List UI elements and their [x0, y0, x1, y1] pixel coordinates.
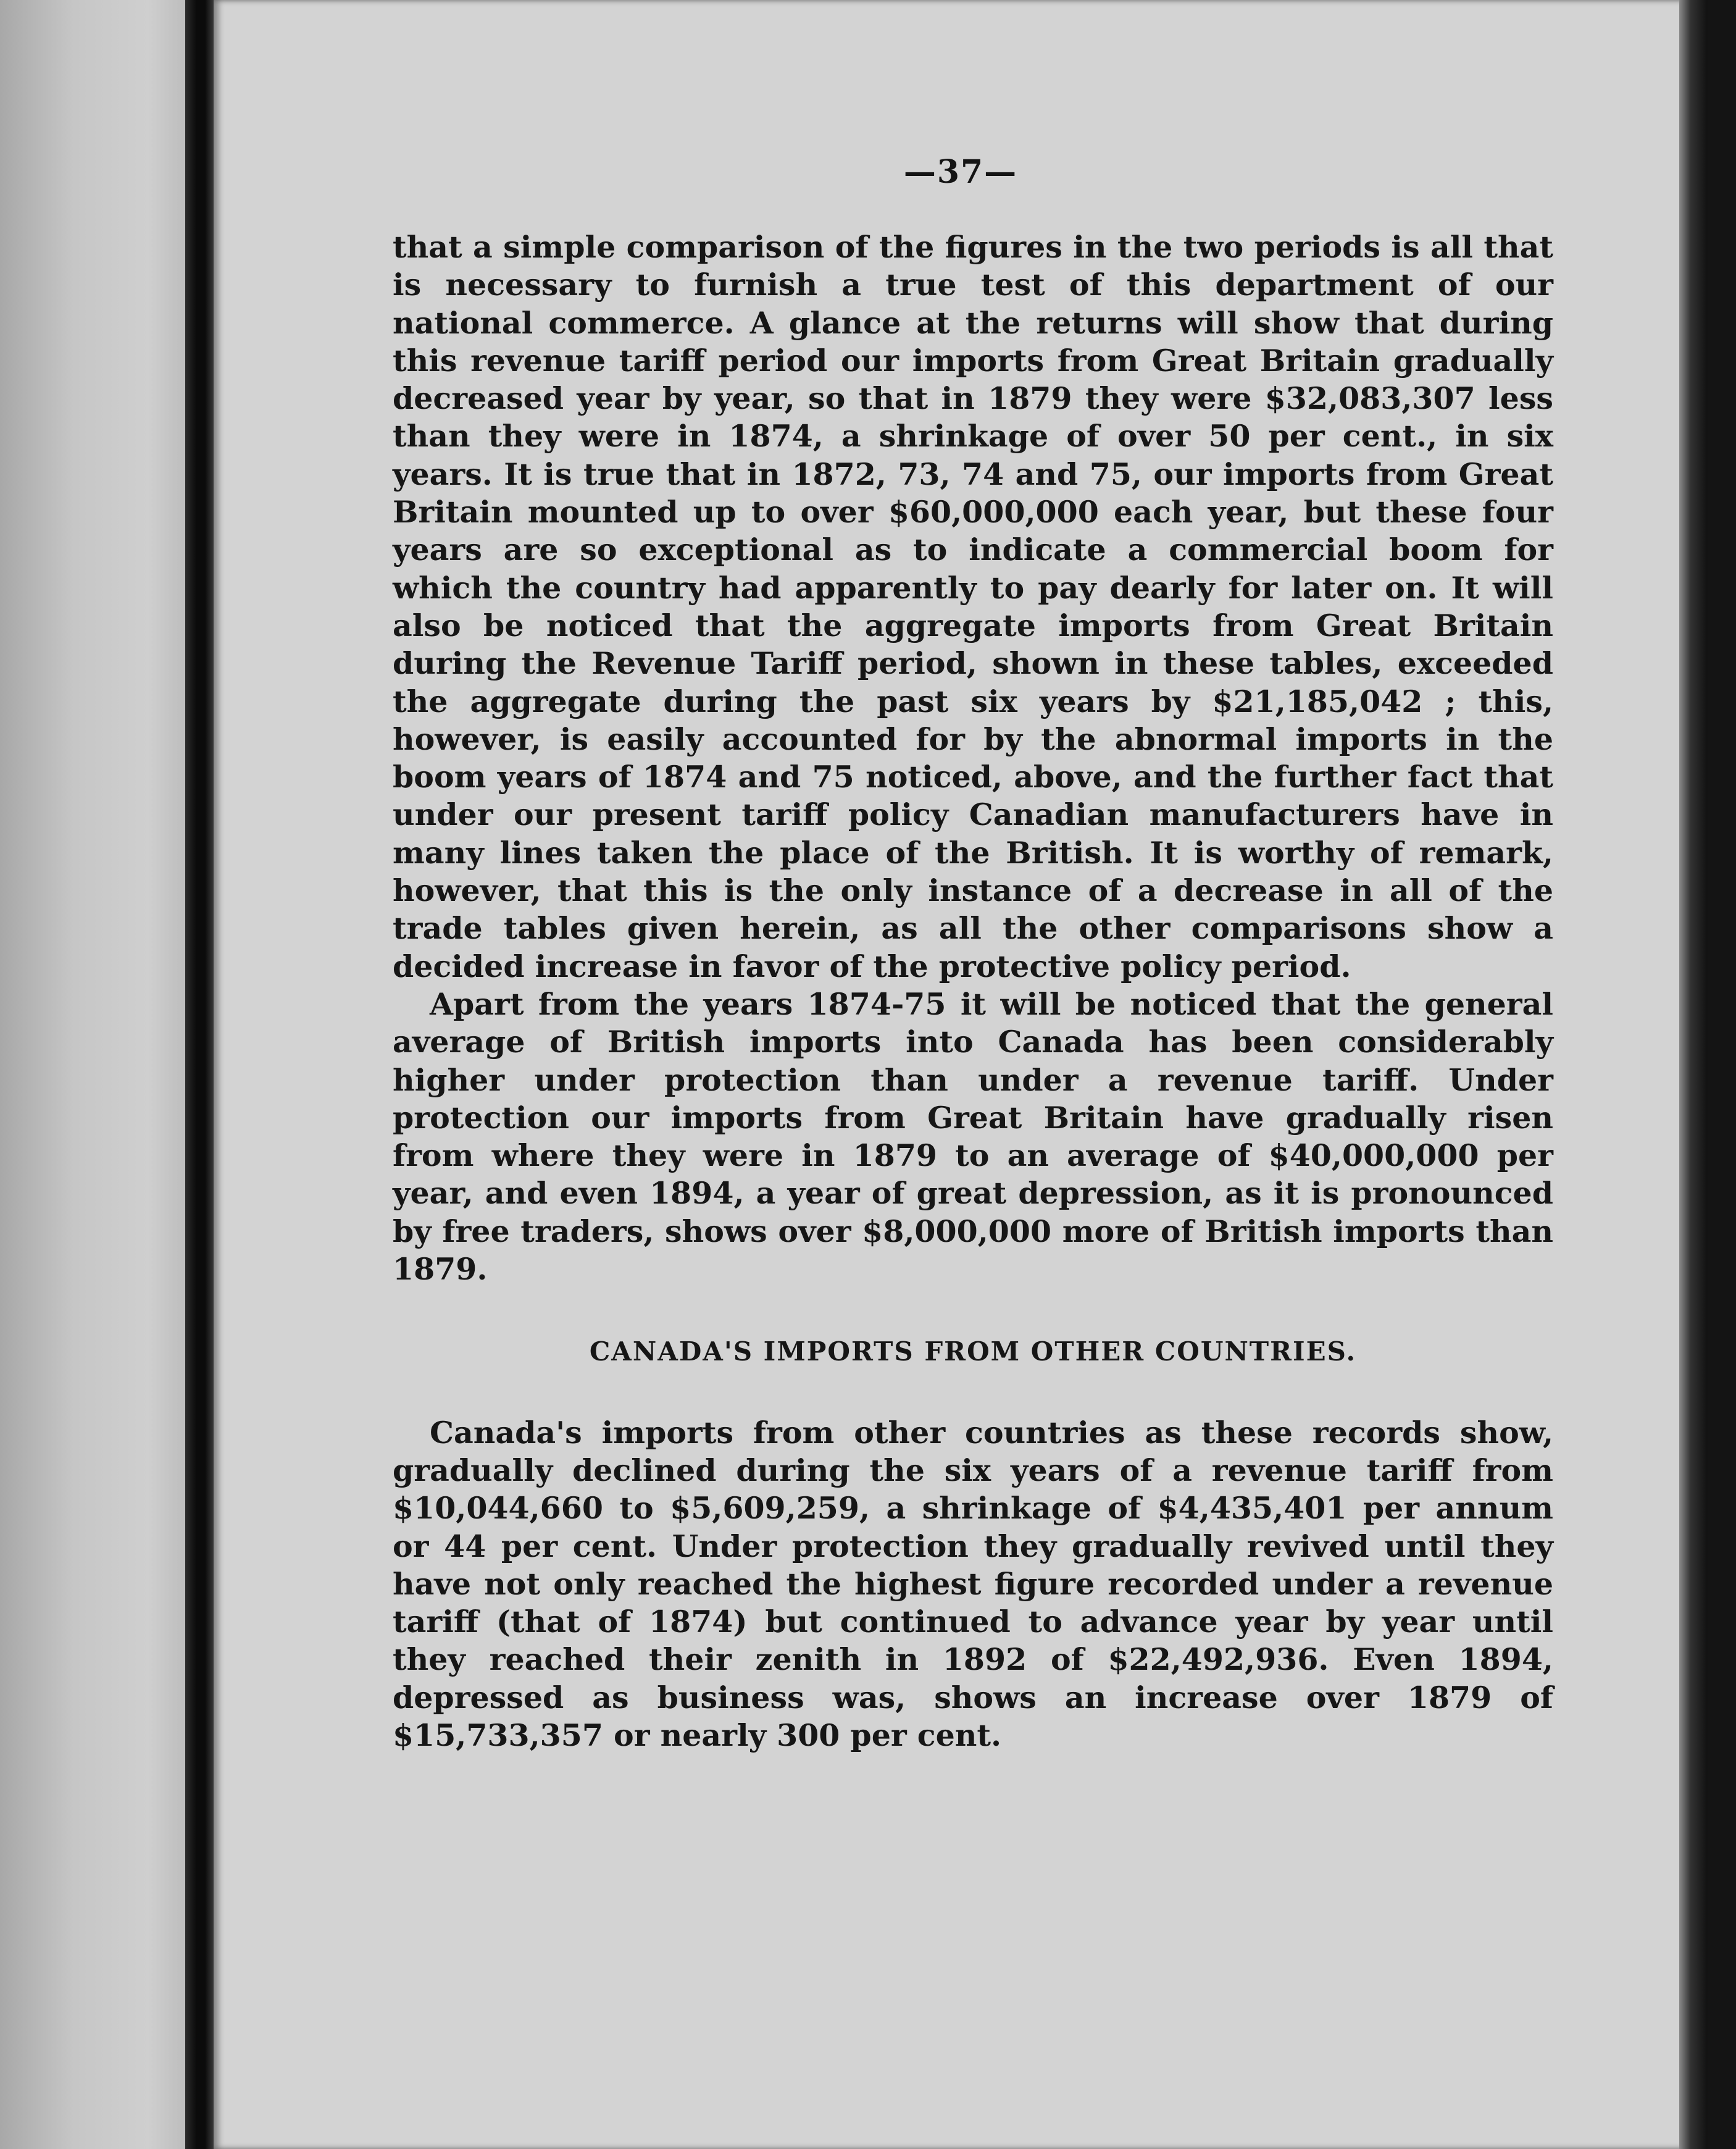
paragraph-1: that a simple comparison of the figures in the two periods is all that is necessary to furnish a true test of this department of our national commerce. A glance at the returns will show that during this revenue tariff period our imports from Great Britain gradually decreased year by year, so that in 1879 they were $32,083,307 less than they were in 1874, a shrinkage of over 50 per cent., in six years. It is true that in 1872, 73, 74 and 75, our imports from Great Britain mounted up to over $60,000,000 each year, but these four years are so exceptional as to indicate a commercial boom for which the country had apparently to pay dearly for later on. It will also be noticed that the aggregate imports from Great Britain during the Revenue Tariff period, shown in these tables, exceeded the aggregate during the past six years by $21,185,042 ; this, however, is easily accounted for by the abnormal imports in the boom years of 1874 and 75 noticed, above, and the further fact that under our present tariff policy Canadian manufacturers have in many lines taken the place of the British. It is worthy of remark, however, that this is the only instance of a decrease in all of the trade tables given herein, as all the other comparisons show a decided increase in favor of the protective policy period. [393, 229, 1553, 984]
left-page-edge [0, 0, 185, 2149]
paragraph-3: Canada's imports from other countries as these records show, gradually declined during the six years of a revenue tariff from $10,044,660 to $5,609,259, a shrinkage of $4,435,401 per annum or 44 per cent. Under protection they gradually revived until they have not only reached the highest figure recorded under a revenue tariff (that of 1874) but continued to advance year by year until they reached their zenith in 1892 of $22,492,936. Even 1894, depressed as business was, shows an increase over 1879 of $15,733,357 or nearly 300 per cent. [393, 1414, 1553, 1753]
book-gutter [185, 0, 214, 2149]
section-heading: CANADA'S IMPORTS FROM OTHER COUNTRIES. [589, 1336, 1357, 1367]
page-number: —37— [903, 153, 1018, 191]
right-page-edge [1679, 0, 1708, 2149]
page-body [393, 228, 1553, 1754]
paragraph-2: Apart from the years 1874-75 it will be noticed that the general average of British imports into Canada has been considerably higher under protection than under a revenue tariff. Under protection our imports from Great Britain have gradually risen from where they were in 1879 to an average of $40,000,000 per year, and even 1894, a year of great depression, as it is pronounced by free traders, shows over $8,000,000 more of British imports than 1879. [393, 986, 1553, 1288]
page-37 [214, 0, 1708, 2149]
